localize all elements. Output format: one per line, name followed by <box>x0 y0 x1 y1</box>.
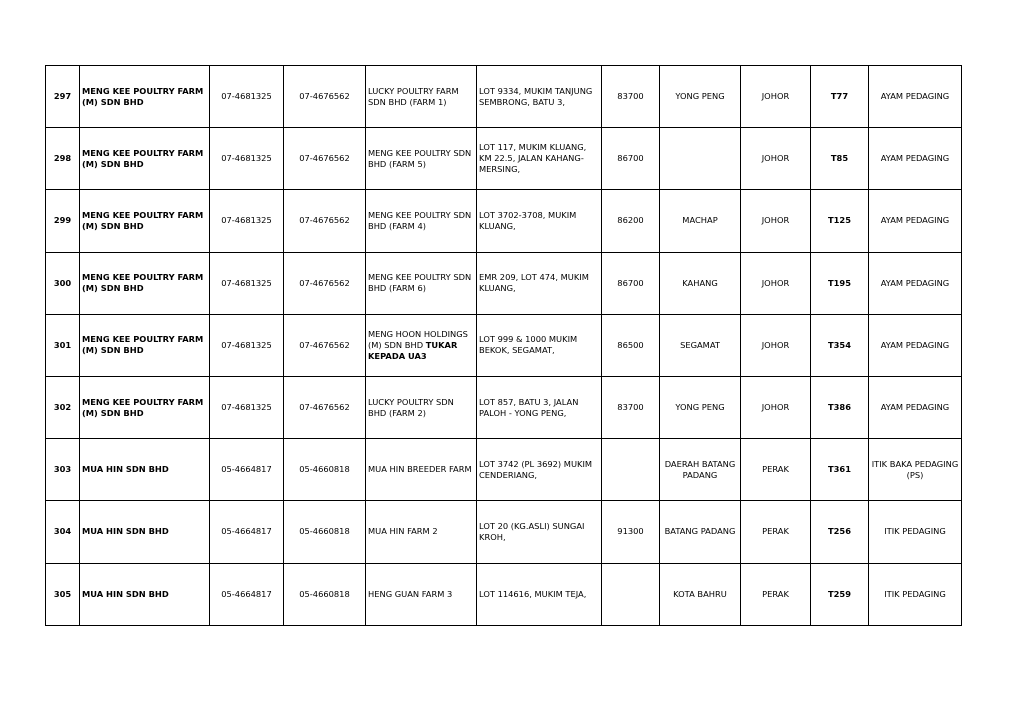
state: JOHOR <box>741 66 811 128</box>
town <box>660 128 741 190</box>
state: JOHOR <box>741 252 811 314</box>
farm-registry-table <box>45 65 962 626</box>
row-number: 299 <box>46 190 80 252</box>
state: JOHOR <box>741 314 811 376</box>
telephone: 07-4681325 <box>210 376 284 438</box>
postcode: 83700 <box>602 376 660 438</box>
farm-name: MENG KEE POULTRY SDN BHD (FARM 4) <box>366 190 477 252</box>
state: PERAK <box>741 563 811 625</box>
company-name: MUA HIN SDN BHD <box>80 439 210 501</box>
farm-name: LUCKY POULTRY SDN BHD (FARM 2) <box>366 376 477 438</box>
table-row <box>46 439 962 501</box>
telephone: 07-4681325 <box>210 128 284 190</box>
company-name: MENG KEE POULTRY FARM (M) SDN BHD <box>80 252 210 314</box>
company-name: MENG KEE POULTRY FARM (M) SDN BHD <box>80 376 210 438</box>
address: LOT 3702-3708, MUKIM KLUANG, <box>477 190 602 252</box>
row-number: 297 <box>46 66 80 128</box>
postcode: 86200 <box>602 190 660 252</box>
farm-code: T85 <box>811 128 869 190</box>
state: JOHOR <box>741 128 811 190</box>
row-number: 303 <box>46 439 80 501</box>
company-name: MUA HIN SDN BHD <box>80 563 210 625</box>
table-row <box>46 128 962 190</box>
company-name: MENG KEE POULTRY FARM (M) SDN BHD <box>80 128 210 190</box>
company-name: MENG KEE POULTRY FARM (M) SDN BHD <box>80 314 210 376</box>
postcode <box>602 439 660 501</box>
farm-code: T77 <box>811 66 869 128</box>
town: KOTA BAHRU <box>660 563 741 625</box>
farm-code: T386 <box>811 376 869 438</box>
company-name: MENG KEE POULTRY FARM (M) SDN BHD <box>80 66 210 128</box>
farm-note: TUKAR KEPADA UA3 <box>368 339 458 361</box>
address: LOT 9334, MUKIM TANJUNG SEMBRONG, BATU 3, <box>477 66 602 128</box>
livestock-type: ITIK PEDAGING <box>869 501 962 563</box>
table-row <box>46 563 962 625</box>
table-row <box>46 190 962 252</box>
state: JOHOR <box>741 190 811 252</box>
row-number: 301 <box>46 314 80 376</box>
address: LOT 857, BATU 3, JALAN PALOH - YONG PENG, <box>477 376 602 438</box>
postcode: 91300 <box>602 501 660 563</box>
town: KAHANG <box>660 252 741 314</box>
fax: 05-4660818 <box>284 501 366 563</box>
town: DAERAH BATANG PADANG <box>660 439 741 501</box>
farm-code: T195 <box>811 252 869 314</box>
state: PERAK <box>741 439 811 501</box>
postcode: 83700 <box>602 66 660 128</box>
address: LOT 114616, MUKIM TEJA, <box>477 563 602 625</box>
postcode <box>602 563 660 625</box>
telephone: 05-4664817 <box>210 501 284 563</box>
telephone: 07-4681325 <box>210 190 284 252</box>
farm-code: T125 <box>811 190 869 252</box>
fax: 05-4660818 <box>284 439 366 501</box>
farm-name: MUA HIN FARM 2 <box>366 501 477 563</box>
address: EMR 209, LOT 474, MUKIM KLUANG, <box>477 252 602 314</box>
town: MACHAP <box>660 190 741 252</box>
telephone: 07-4681325 <box>210 314 284 376</box>
farm-name: MENG HOON HOLDINGS (M) SDN BHD TUKAR KEPADA UA3 <box>366 314 477 376</box>
row-number: 302 <box>46 376 80 438</box>
company-name: MUA HIN SDN BHD <box>80 501 210 563</box>
livestock-type: AYAM PEDAGING <box>869 128 962 190</box>
farm-name: MENG KEE POULTRY SDN BHD (FARM 5) <box>366 128 477 190</box>
livestock-type: AYAM PEDAGING <box>869 314 962 376</box>
company-name: MENG KEE POULTRY FARM (M) SDN BHD <box>80 190 210 252</box>
telephone: 05-4664817 <box>210 563 284 625</box>
town: BATANG PADANG <box>660 501 741 563</box>
town: YONG PENG <box>660 66 741 128</box>
telephone: 07-4681325 <box>210 252 284 314</box>
town: YONG PENG <box>660 376 741 438</box>
telephone: 05-4664817 <box>210 439 284 501</box>
row-number: 298 <box>46 128 80 190</box>
address: LOT 3742 (PL 3692) MUKIM CENDERIANG, <box>477 439 602 501</box>
farm-code: T354 <box>811 314 869 376</box>
fax: 05-4660818 <box>284 563 366 625</box>
farm-name: MENG KEE POULTRY SDN BHD (FARM 6) <box>366 252 477 314</box>
table-row <box>46 314 962 376</box>
farm-name: LUCKY POULTRY FARM SDN BHD (FARM 1) <box>366 66 477 128</box>
farm-code: T259 <box>811 563 869 625</box>
fax: 07-4676562 <box>284 66 366 128</box>
fax: 07-4676562 <box>284 314 366 376</box>
row-number: 300 <box>46 252 80 314</box>
postcode: 86500 <box>602 314 660 376</box>
livestock-type: AYAM PEDAGING <box>869 66 962 128</box>
livestock-type: ITIK PEDAGING <box>869 563 962 625</box>
fax: 07-4676562 <box>284 252 366 314</box>
town: SEGAMAT <box>660 314 741 376</box>
address: LOT 999 & 1000 MUKIM BEKOK, SEGAMAT, <box>477 314 602 376</box>
row-number: 304 <box>46 501 80 563</box>
farm-name: MUA HIN BREEDER FARM <box>366 439 477 501</box>
table-row <box>46 501 962 563</box>
state: PERAK <box>741 501 811 563</box>
fax: 07-4676562 <box>284 128 366 190</box>
table-row <box>46 66 962 128</box>
address: LOT 20 (KG.ASLI) SUNGAI KROH, <box>477 501 602 563</box>
farm-name: HENG GUAN FARM 3 <box>366 563 477 625</box>
livestock-type: AYAM PEDAGING <box>869 252 962 314</box>
fax: 07-4676562 <box>284 190 366 252</box>
postcode: 86700 <box>602 128 660 190</box>
livestock-type: AYAM PEDAGING <box>869 376 962 438</box>
farm-code: T361 <box>811 439 869 501</box>
telephone: 07-4681325 <box>210 66 284 128</box>
state: JOHOR <box>741 376 811 438</box>
table-row <box>46 376 962 438</box>
fax: 07-4676562 <box>284 376 366 438</box>
table-row <box>46 252 962 314</box>
livestock-type: AYAM PEDAGING <box>869 190 962 252</box>
farm-code: T256 <box>811 501 869 563</box>
row-number: 305 <box>46 563 80 625</box>
livestock-type: ITIK BAKA PEDAGING (PS) <box>869 439 962 501</box>
postcode: 86700 <box>602 252 660 314</box>
address: LOT 117, MUKIM KLUANG, KM 22.5, JALAN KAHANG-MERSING, <box>477 128 602 190</box>
